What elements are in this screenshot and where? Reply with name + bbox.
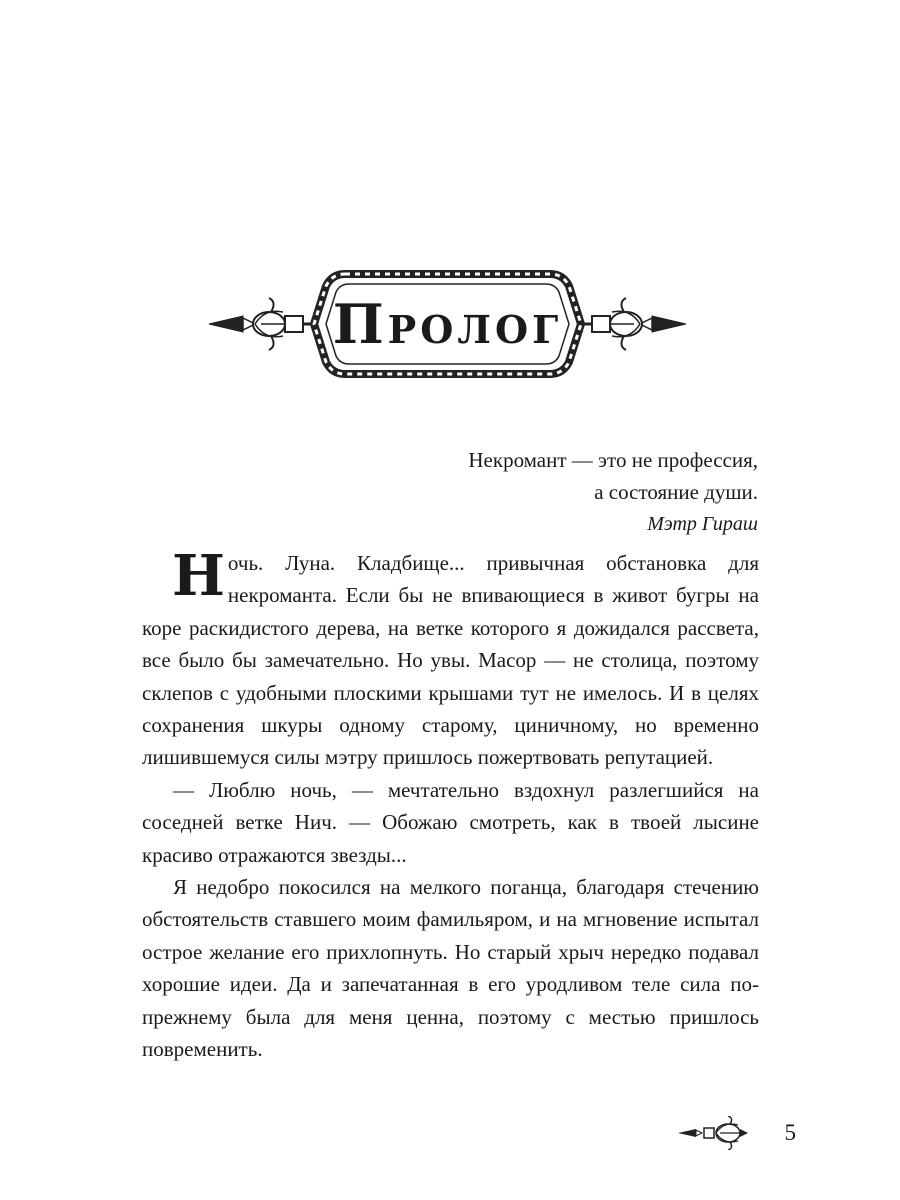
epigraph	[468, 444, 758, 540]
chapter-header	[205, 268, 690, 380]
page-footer	[676, 1116, 796, 1150]
drop-cap: Н	[172, 543, 225, 609]
paragraph: Я недобро покосился на мелкого поганца, благодаря стечению обстоятельств ставшего моим фамильяром, и на мгновение испытал острое желание его прихлопнуть. Но старый хрыч нередко подавал хорошие идеи. Да и запечатанная в его уродливом теле сила по-прежнему была для меня ценна, поэтому с местью пришлось повременить.	[142, 875, 759, 1062]
epigraph-line: а состояние души.	[594, 480, 758, 504]
paragraph-text: очь. Луна. Кладбище... привычная обстановка для некроманта. Если бы не впивающиеся в живот бугры на коре раскидистого дерева, на ветке которого я дожидался рассвета, все было бы замечательно. Но увы. Масор — не столица, поэтому склепов с удобными плоскими крышами тут не имелось. И в целях сохранения шкуры одному старому, циничному, но временно лишившемуся силы мэтру пришлось пожертвовать репутацией.	[142, 551, 759, 770]
epigraph-author: Мэтр Гираш	[647, 513, 758, 535]
page-number: 5	[784, 1120, 796, 1145]
chapter-title: Пролог	[332, 292, 563, 356]
paragraph	[142, 543, 759, 774]
footer-spear-ornament-icon	[676, 1116, 756, 1150]
body-text	[142, 543, 759, 1066]
paragraph: — Люблю ночь, — мечтательно вздохнул разлегшийся на соседней ветке Нич. — Обожаю смотреть, как в твоей лысине красиво отражаются звезды...	[142, 777, 759, 867]
epigraph-line: Некромант — это не профессия,	[468, 448, 758, 472]
